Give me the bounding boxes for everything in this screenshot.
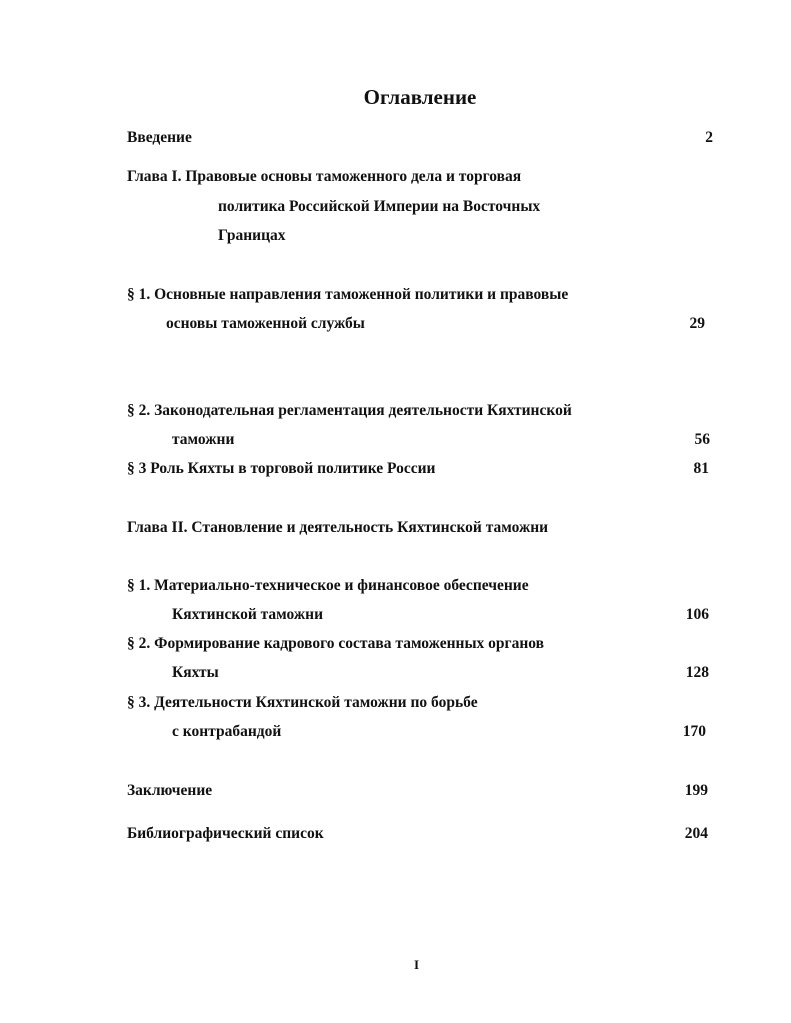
page-number: I — [414, 957, 420, 972]
toc-chapter1-line3: Границах — [218, 227, 286, 244]
toc-sec2-3-line1: § 3. Деятельности Кяхтинской таможни по борьбе — [127, 694, 478, 711]
toc-conclusion-label: Заключение — [127, 782, 213, 799]
toc-sec2-3-line2: с контрабандой — [172, 723, 282, 740]
toc-sec2-1-line1: § 1. Материально-техническое и финансовое обеспечение — [127, 577, 529, 594]
toc-sec1-1-line1: § 1. Основные направления таможенной политики и правовые — [127, 286, 569, 303]
toc-conclusion-page: 199 — [684, 782, 708, 799]
toc-sec1-2-page: 56 — [694, 431, 710, 448]
toc-sec2-3-page: 170 — [682, 723, 706, 740]
toc-sec2-1-line2: Кяхтинской таможни — [172, 606, 323, 623]
toc-sec1-2-line1: § 2. Законодательная регламентация деятельности Кяхтинской — [127, 402, 572, 419]
toc-sec1-3-line1: § 3 Роль Кяхты в торговой политике России — [127, 460, 436, 477]
toc-sec1-1-line2: основы таможенной службы — [166, 315, 365, 332]
toc-sec2-2-page: 128 — [685, 664, 709, 681]
toc-intro-label: Введение — [127, 129, 192, 146]
toc-chapter1-line2: политика Российской Империи на Восточных — [218, 198, 541, 215]
toc-bibliography-label: Библиографический список — [127, 825, 324, 842]
toc-bibliography-page: 204 — [684, 825, 708, 842]
toc-sec1-2-line2: таможни — [172, 431, 235, 448]
toc-chapter2-line1: Глава II. Становление и деятельность Кяхтинской таможни — [127, 519, 549, 536]
page-title: Оглавление — [363, 85, 477, 109]
toc-sec2-1-page: 106 — [685, 606, 709, 623]
toc-intro-page: 2 — [705, 129, 713, 146]
toc-sec1-3-page: 81 — [693, 460, 709, 477]
toc-sec2-2-line1: § 2. Формирование кадрового состава таможенных органов — [127, 635, 545, 652]
toc-sec2-2-line2: Кяхты — [172, 664, 219, 681]
toc-chapter1-line1: Глава I. Правовые основы таможенного дела и торговая — [127, 168, 522, 185]
toc-sec1-1-page: 29 — [689, 315, 705, 332]
